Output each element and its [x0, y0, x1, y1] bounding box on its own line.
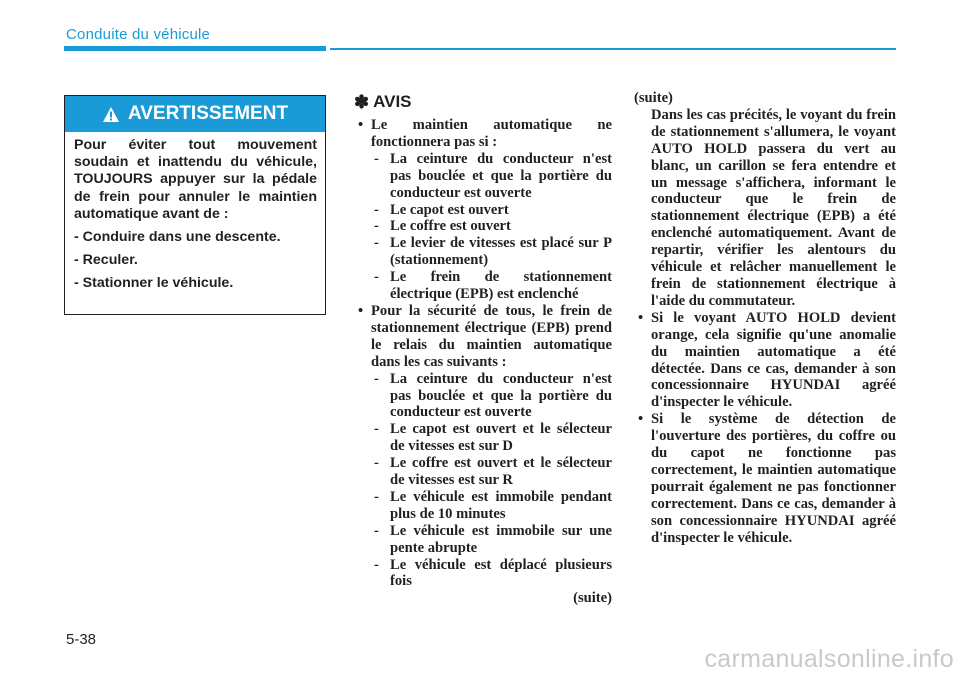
warning-item: - Reculer. — [74, 252, 138, 269]
continued-from-marker: (suite) — [634, 90, 673, 106]
notice-dash-item: - Le véhicule est immobile pendant plus de 10 minutes — [371, 489, 612, 523]
notice-dash-item: - Le capot est ouvert et le sélecteur de vitesses est sur D — [371, 421, 612, 455]
notice-dash-item: - Le véhicule est déplacé plusieurs fois — [371, 557, 612, 591]
warning-triangle-icon — [102, 106, 120, 123]
notice-dash-item: - La ceinture du conducteur n'est pas bouclée et que la portière du conducteur est ouverte — [371, 371, 612, 422]
notice-dash-item: - Le frein de stationnement électrique (EPB) est enclenché — [371, 269, 612, 303]
notice-column-middle — [354, 90, 612, 607]
notice-continuation: Dans les cas précités, le voyant du frein de stationnement s'allumera, le voyant AUTO HOLD passera du vert au blanc, un carillon se fera entendre et un message s'affichera, informant le conducteur que le frein de stationnement électrique (EPB) a été enclenché automatiquement. Avant de repartir, vérifier les alentours du véhicule et relâcher manuellement le frein de stationnement électrique à l'aide du commutateur. — [651, 106, 896, 309]
notice-column-right — [634, 90, 896, 546]
header-rule-thick — [64, 46, 326, 51]
notice-title: AVIS — [373, 91, 412, 111]
warning-header — [65, 96, 325, 132]
notice-dash-item: - Le levier de vitesses est placé sur P (stationnement) — [371, 235, 612, 269]
notice-dash-item: - La ceinture du conducteur n'est pas bouclée et que la portière du conducteur est ouverte — [371, 151, 612, 202]
warning-intro: Pour éviter tout mouvement soudain et inattendu du véhicule, TOUJOURS appuyer sur la pédale de frein pour annuler le maintien automatique avant de : — [74, 137, 317, 222]
page-number: 5-38 — [66, 631, 97, 648]
notice-dash-item: - Le capot est ouvert — [371, 202, 612, 219]
section-title: Conduite du véhicule — [66, 26, 211, 43]
warning-body — [65, 132, 325, 293]
warning-item: - Conduire dans une descente. — [74, 229, 281, 246]
notice-bullet: • Le maintien automatique ne fonctionnera pas si : — [354, 117, 612, 151]
notice-bullet: • Si le système de détection de l'ouverture des portières, du coffre ou du capot ne fonctionne pas correctement, le maintien automatique pourrait également ne pas fonctionner correctement. Dans ce cas, demander à son concessionnaire HYUNDAI agréé d'inspecter le véhicule. — [634, 411, 896, 546]
notice-dash-item: - Le véhicule est immobile sur une pente abrupte — [371, 523, 612, 557]
header-rule-thin — [330, 48, 896, 50]
notice-bullet: • Pour la sécurité de tous, le frein de stationnement électrique (EPB) prend le relais du maintien automatique dans les cas suivants : — [354, 303, 612, 371]
warning-item: - Stationner le véhicule. — [74, 275, 234, 292]
notice-dash-item: - Le coffre est ouvert — [371, 218, 612, 235]
continued-marker: (suite) — [573, 590, 612, 607]
watermark: carmanualsonline.info — [704, 645, 954, 673]
notice-bullet: • Si le voyant AUTO HOLD devient orange, cela signifie qu'une anomalie du maintien automatique a été détectée. Dans ce cas, demander à son concessionnaire HYUNDAI agréé d'inspecter le véhicule. — [634, 310, 896, 411]
notice-dash-item: - Le coffre est ouvert et le sélecteur de vitesses est sur R — [371, 455, 612, 489]
warning-box — [64, 95, 326, 315]
warning-title: AVERTISSEMENT — [127, 103, 289, 124]
notice-heading — [354, 90, 612, 114]
asterisk-icon: ✽ — [354, 91, 370, 112]
